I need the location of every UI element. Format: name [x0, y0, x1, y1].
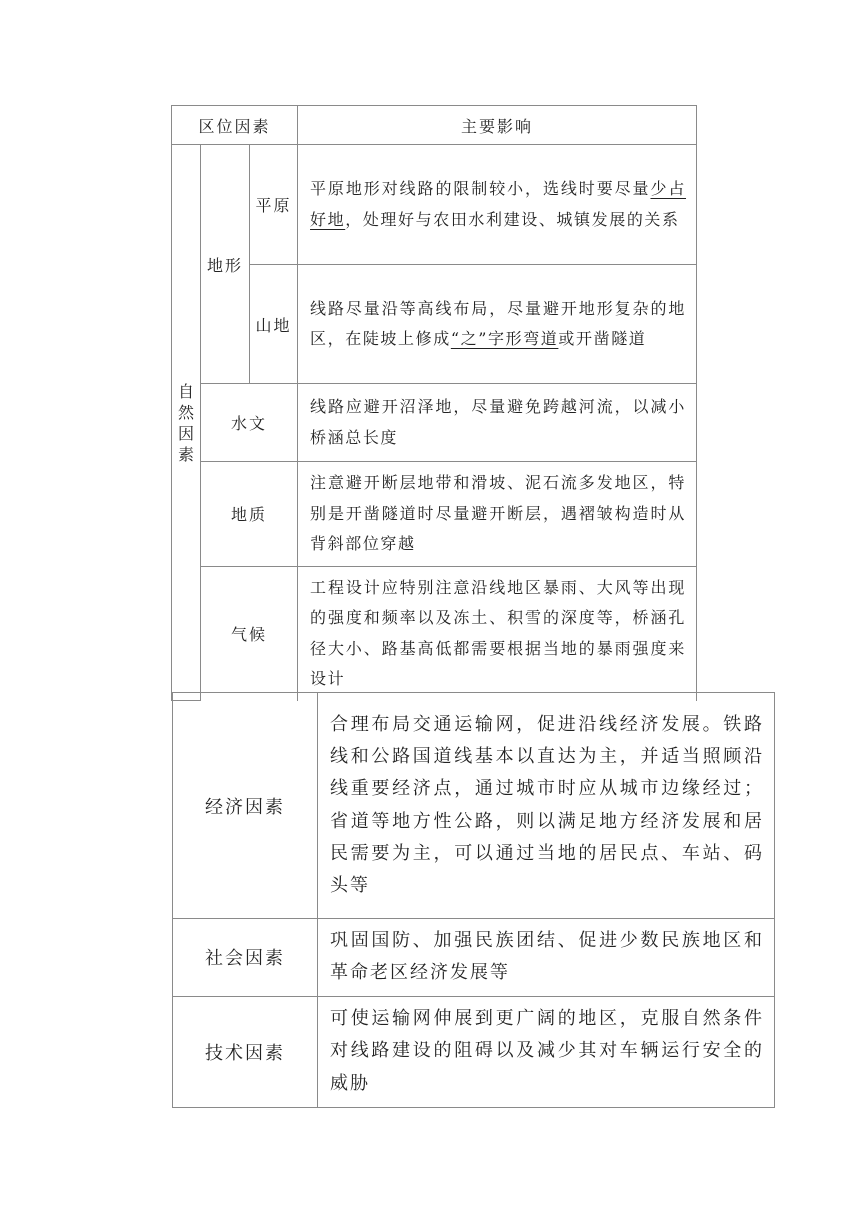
mountain-label: 山地	[250, 265, 298, 384]
table-row	[173, 919, 775, 997]
mountain-text-a: 线路尽量沿等高线布局，尽量避开地形复杂的地区，在陡坡上修成	[310, 298, 686, 348]
location-factors-table-human	[172, 692, 775, 1108]
table-row	[173, 996, 775, 1107]
location-factors-table-natural	[171, 105, 697, 701]
plain-text-b: ，处理好与农田水利建设、城镇发展的关系	[345, 209, 680, 229]
table-row	[173, 693, 775, 919]
mountain-impact	[298, 265, 697, 384]
social-impact: 巩固国防、加强民族团结、促进少数民族地区和革命老区经济发展等	[318, 919, 775, 997]
table-row	[172, 462, 697, 567]
climate-label: 气候	[201, 566, 298, 701]
mountain-text-b: 或开凿隧道	[558, 329, 647, 348]
plain-impact	[298, 145, 697, 265]
plain-text-underline: 少占好地	[310, 179, 687, 229]
hydrology-label: 水文	[201, 384, 298, 462]
economic-label: 经济因素	[173, 693, 318, 919]
table-row	[172, 145, 697, 265]
geology-label: 地质	[201, 462, 298, 567]
table-header-row	[172, 106, 697, 145]
social-label: 社会因素	[173, 919, 318, 997]
climate-impact: 工程设计应特别注意沿线地区暴雨、大风等出现的强度和频率以及冻土、积雪的深度等，桥涵孔径大小、路基高低都需要根据当地的暴雨强度来设计	[298, 566, 697, 701]
economic-impact: 合理布局交通运输网，促进沿线经济发展。铁路线和公路国道线基本以直达为主，并适当照顾沿线重要经济点，通过城市时应从城市边缘经过；省道等地方性公路，则以满足地方经济发展和居民需要为主，可以通过当地的居民点、车站、码头等	[318, 693, 775, 919]
header-impact: 主要影响	[298, 106, 697, 145]
terrain-label: 地形	[201, 145, 250, 384]
natural-factors-text: 自 然 因 素	[177, 381, 194, 464]
plain-label: 平原	[250, 145, 298, 265]
table-row	[172, 265, 697, 384]
table-row	[172, 384, 697, 462]
header-factor: 区位因素	[172, 106, 298, 145]
hydrology-impact: 线路应避开沼泽地，尽量避免跨越河流，以减小桥涵总长度	[298, 384, 697, 462]
plain-text-a: 平原地形对线路的限制较小，选线时要尽量	[310, 179, 651, 198]
technical-label: 技术因素	[173, 996, 318, 1107]
table-row	[172, 566, 697, 701]
mountain-text-underline: “之”字形弯道	[450, 329, 559, 348]
technical-impact: 可使运输网伸展到更广阔的地区，克服自然条件对线路建设的阻碍以及减少其对车辆运行安全的威胁	[318, 996, 775, 1107]
natural-factors-label	[172, 145, 201, 701]
geology-impact: 注意避开断层地带和滑坡、泥石流多发地区，特别是开凿隧道时尽量避开断层，遇褶皱构造时从背斜部位穿越	[298, 462, 697, 567]
